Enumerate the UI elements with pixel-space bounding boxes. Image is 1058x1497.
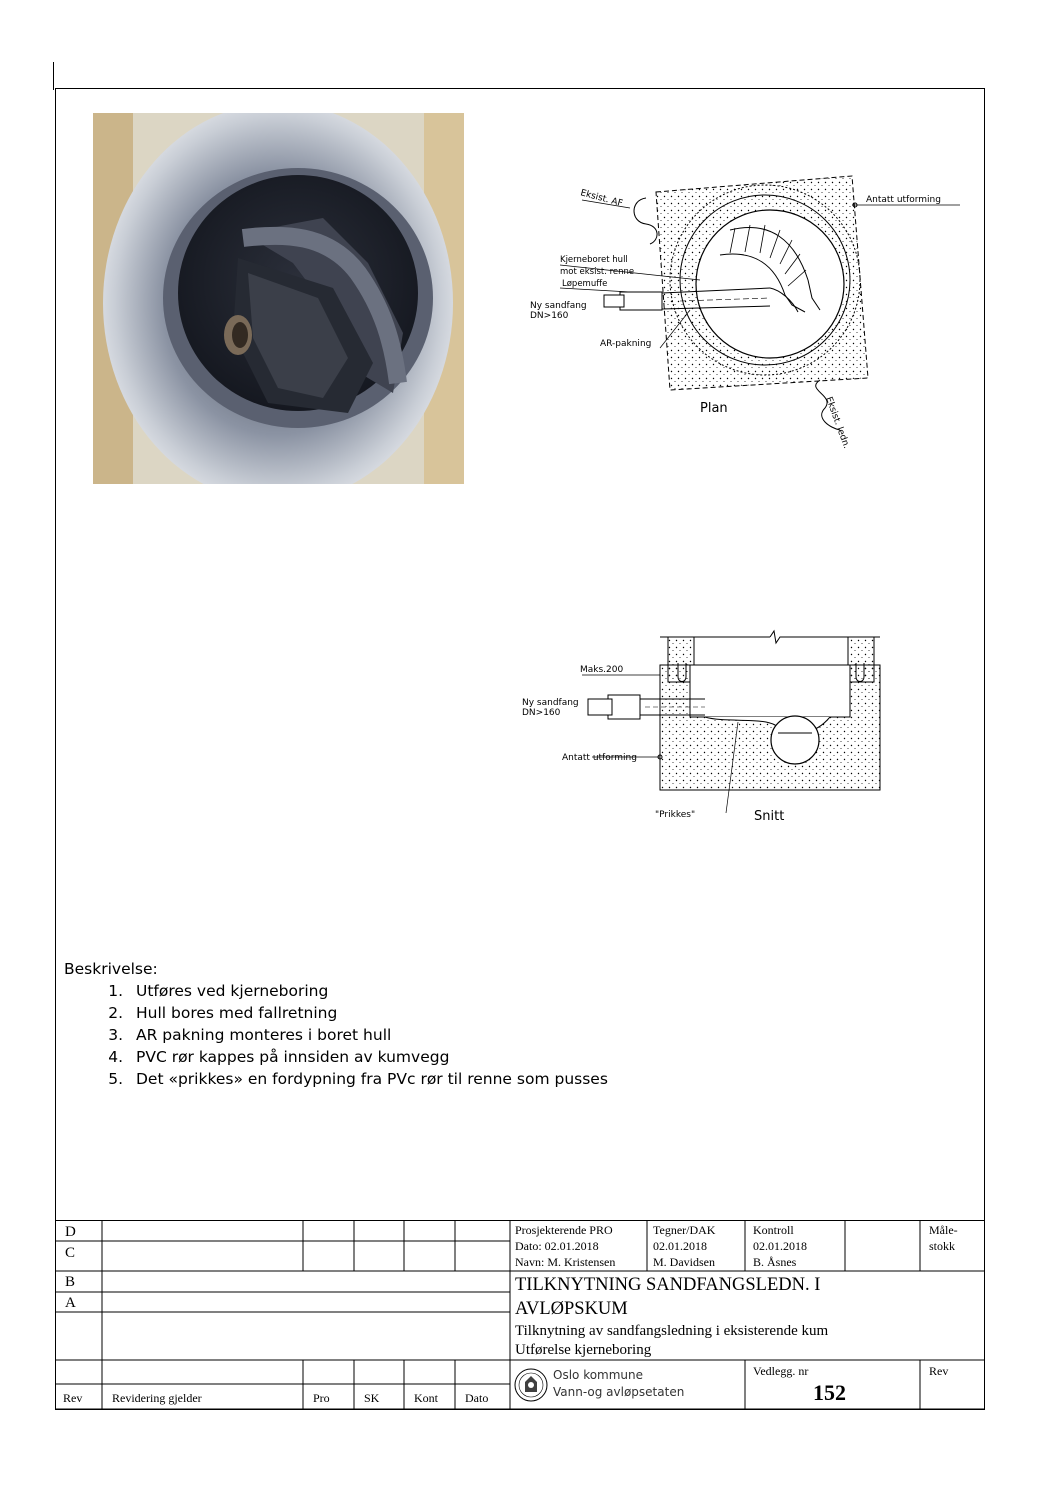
header-sk: SK [364, 1391, 380, 1405]
crop-mark [53, 62, 54, 90]
step-5: 5. Det «prikkes» en fordypning fra PVc rør til renne som pusses [128, 1070, 608, 1088]
drawing-subtitle-line1: Tilknytning av sandfangsledning i eksisterende kum [515, 1323, 829, 1339]
rev-row-d: D [65, 1224, 76, 1240]
label-dn: DN>160 [522, 708, 561, 718]
label-plan: Plan [700, 401, 728, 416]
label-maks: Maks.200 [580, 665, 624, 675]
description-title: Beskrivelse: [64, 960, 158, 978]
vedlegg-number: 152 [813, 1380, 846, 1405]
drawing-subtitle-line2: Utførelse kjerneboring [515, 1342, 652, 1358]
drawing-title-line1: TILKNYTNING SANDFANGSLEDN. I [515, 1275, 821, 1295]
header-kont: Kont [414, 1391, 438, 1405]
tegner-label: Tegner/DAK [653, 1223, 716, 1237]
label-ny-sandfang: Ny sandfang [522, 698, 579, 708]
description-steps [64, 982, 608, 1088]
kontroll-label: Kontroll [753, 1223, 794, 1237]
label-ar-pakning: AR-pakning [600, 339, 652, 349]
prosjekterende-label: Prosjekterende PRO [515, 1223, 613, 1237]
drawing-title-line2: AVLØPSKUM [515, 1299, 628, 1319]
label-antatt-utforming: Antatt utforming [562, 753, 637, 763]
malestokk-line2: stokk [929, 1239, 956, 1253]
tegner-navn: M. Davidsen [653, 1255, 715, 1269]
label-ny-sandfang: Ny sandfang [530, 301, 587, 311]
rev-row-a: A [65, 1295, 76, 1311]
rev-row-b: B [65, 1274, 76, 1290]
header-rev: Rev [63, 1391, 83, 1405]
step-1: 1. Utføres ved kjerneboring [128, 982, 608, 1000]
label-dn: DN>160 [530, 311, 569, 321]
label-antatt-utforming: Antatt utforming [866, 195, 941, 205]
organization-name: Oslo kommune [553, 1368, 644, 1382]
step-3: 3. AR pakning monteres i boret hull [128, 1026, 608, 1044]
rev-row-c: C [65, 1245, 76, 1261]
malestokk-line1: Måle- [929, 1223, 958, 1237]
plan-drawing [530, 160, 970, 460]
title-block [55, 1220, 985, 1410]
header-revidering: Revidering gjelder [112, 1391, 202, 1405]
label-snitt: Snitt [754, 809, 785, 824]
manhole-photo [93, 113, 464, 484]
label-lopemuffe: Løpemuffe [562, 279, 608, 289]
header-dato: Dato [465, 1391, 489, 1405]
step-4: 4. PVC rør kappes på innsiden av kumvegg [128, 1048, 608, 1066]
label-mot-eksist-renne: mot eksist. renne [560, 267, 635, 277]
label-kjerneboret-hull: Kjerneboret hull [560, 255, 628, 265]
step-2: 2. Hull bores med fallretning [128, 1004, 608, 1022]
section-drawing [500, 625, 900, 835]
kontroll-dato: 02.01.2018 [753, 1239, 807, 1253]
label-eksist-ledn: Eksist. ledn. [823, 395, 852, 451]
header-pro: Pro [313, 1391, 330, 1405]
description [64, 960, 608, 1092]
kontroll-navn: B. Åsnes [753, 1255, 797, 1269]
label-prikkes: "Prikkes" [655, 810, 696, 820]
oslo-kommune-seal-icon [513, 1364, 549, 1406]
vedlegg-label: Vedlegg. nr [753, 1364, 809, 1378]
label-eksist-af: Eksist. AF [579, 188, 624, 210]
prosjekterende-navn: Navn: M. Kristensen [515, 1255, 616, 1269]
prosjekterende-dato: Dato: 02.01.2018 [515, 1239, 599, 1253]
organization-unit: Vann-og avløpsetaten [553, 1385, 685, 1399]
tegner-dato: 02.01.2018 [653, 1239, 707, 1253]
rev-label: Rev [929, 1364, 949, 1378]
